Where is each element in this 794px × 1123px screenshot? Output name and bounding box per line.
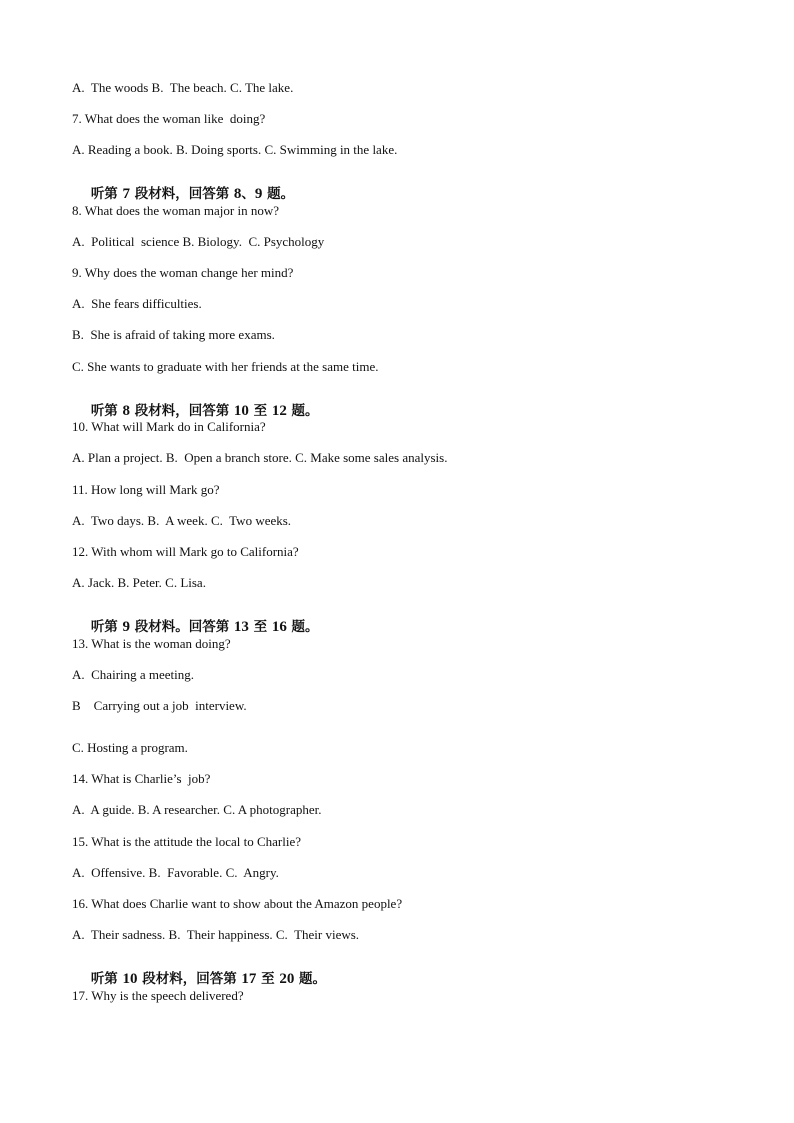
- section-heading-10: 听第 10 段材料，回答第 17 至 20 题。: [90, 971, 327, 987]
- question-12: 12. With whom will Mark go to California?: [72, 544, 299, 559]
- section-heading-8: 听第 8 段材料，回答第 10 至 12 题。: [90, 403, 319, 419]
- text-line: A. The woods B. The beach. C. The lake.: [72, 80, 294, 95]
- question-15: 15. What is the attitude the local to Charlie?: [72, 834, 301, 849]
- section-heading-9: 听第 9 段材料。回答第 13 至 16 题。: [90, 619, 319, 635]
- options-12: A. Jack. B. Peter. C. Lisa.: [72, 575, 206, 590]
- option-9a: A. She fears difficulties.: [72, 296, 202, 311]
- question-16: 16. What does Charlie want to show about the Amazon people?: [72, 896, 403, 911]
- question-8: 8. What does the woman major in now?: [72, 203, 279, 218]
- option-13b: B Carrying out a job interview.: [72, 698, 247, 713]
- options-14: A. A guide. B. A researcher. C. A photographer.: [72, 802, 322, 817]
- option-9c: C. She wants to graduate with her friends at the same time.: [72, 359, 379, 374]
- options-15: A. Offensive. B. Favorable. C. Angry.: [72, 865, 279, 880]
- options-16: A. Their sadness. B. Their happiness. C. Their views.: [72, 927, 360, 942]
- question-14: 14. What is Charlie’s job?: [72, 771, 211, 786]
- section-heading-7: 听第 7 段材料，回答第 8、9 题。: [90, 186, 295, 202]
- question-7: 7. What does the woman like doing?: [72, 111, 266, 126]
- option-13a: A. Chairing a meeting.: [72, 667, 195, 682]
- options-11: A. Two days. B. A week. C. Two weeks.: [72, 513, 292, 528]
- options-8: A. Political science B. Biology. C. Psychology: [72, 234, 325, 249]
- question-17: 17. Why is the speech delivered?: [72, 988, 244, 1003]
- question-9: 9. Why does the woman change her mind?: [72, 265, 294, 280]
- question-13: 13. What is the woman doing?: [72, 636, 231, 651]
- option-13c: C. Hosting a program.: [72, 740, 188, 755]
- question-11: 11. How long will Mark go?: [72, 482, 220, 497]
- option-9b: B. She is afraid of taking more exams.: [72, 327, 275, 342]
- question-10: 10. What will Mark do in California?: [72, 419, 266, 434]
- options-10: A. Plan a project. B. Open a branch store. C. Make some sales analysis.: [72, 450, 448, 465]
- options-7: A. Reading a book. B. Doing sports. C. Swimming in the lake.: [72, 142, 398, 157]
